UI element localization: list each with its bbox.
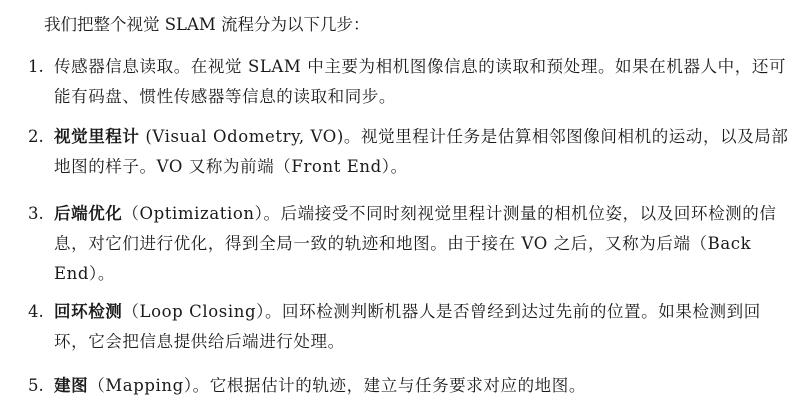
item-term: 建图 <box>54 376 89 395</box>
item-term: 后端优化 <box>54 204 123 223</box>
item-description: （Mapping）。它根据估计的轨迹，建立与任务要求对应的地图。 <box>88 376 586 395</box>
item-text <box>54 122 794 182</box>
item-term: 回环检测 <box>54 302 123 321</box>
item-number: 4. <box>28 302 44 321</box>
item-number: 1. <box>28 57 44 76</box>
item-text <box>54 199 794 289</box>
item-text <box>54 52 794 112</box>
item-description: 传感器信息读取。在视觉 SLAM 中主要为相机图像信息的读取和预处理。如果在机器人中，还可能有码盘、惯性传感器等信息的读取和同步。 <box>54 57 787 106</box>
item-description: (Visual Odometry, VO)。视觉里程计任务是估算相邻图像间相机的运动，以及局部地图的样子。VO 又称为前端（Front End）。 <box>54 127 789 176</box>
item-number: 5. <box>28 376 44 395</box>
item-term: 视觉里程计 <box>54 127 140 146</box>
item-description: （Optimization）。后端接受不同时刻视觉里程计测量的相机位姿，以及回环检测的信息，对它们进行优化，得到全局一致的轨迹和地图。由于接在 VO 之后，又称为后端（Back End）。 <box>54 204 777 283</box>
item-number: 2. <box>28 127 44 146</box>
item-number: 3. <box>28 204 44 223</box>
item-text <box>54 371 794 401</box>
intro-paragraph: 我们把整个视觉 SLAM 流程分为以下几步： <box>44 15 370 34</box>
item-text <box>54 297 794 357</box>
item-description: （Loop Closing）。回环检测判断机器人是否曾经到达过先前的位置。如果检测到回环，它会把信息提供给后端进行处理。 <box>54 302 761 351</box>
